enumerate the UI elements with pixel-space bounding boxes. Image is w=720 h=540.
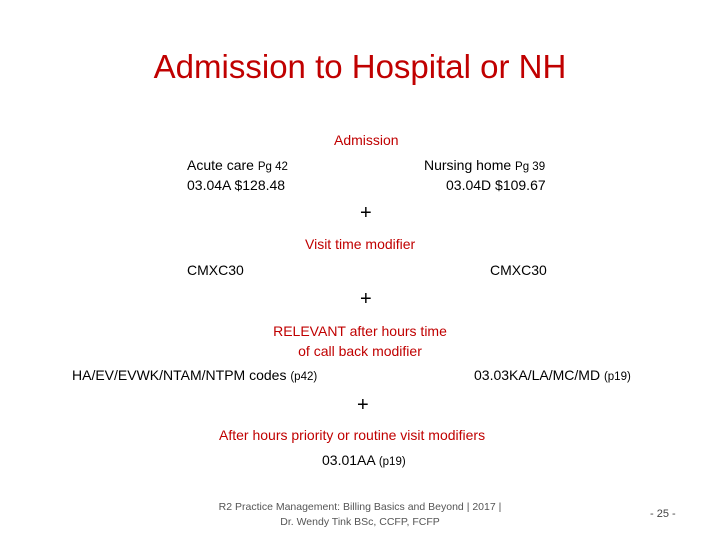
footer-line2: Dr. Wendy Tink BSc, CCFP, FCFP (280, 516, 440, 528)
acute-care-heading (187, 157, 288, 173)
footer-line1: R2 Practice Management: Billing Basics and Beyond | 2017 | (218, 501, 502, 513)
acute-care-label: Acute care (187, 157, 254, 173)
nursing-home-heading (424, 157, 545, 173)
after-hours-codes-right-page: (p19) (603, 371, 631, 383)
priority-code-text: 03.01AA (322, 452, 375, 468)
relevant-label-line1: RELEVANT after hours time (273, 323, 447, 339)
footer (190, 500, 530, 530)
after-hours-codes-left (72, 367, 317, 383)
visit-time-modifier-label: Visit time modifier (305, 236, 416, 252)
nursing-home-code: 03.04D $109.67 (446, 177, 546, 193)
after-hours-codes-right-text: 03.03KA/LA/MC/MD (474, 367, 601, 383)
plus-symbol-1: + (360, 202, 372, 224)
nursing-home-label: Nursing home (424, 157, 512, 173)
priority-code-page: (p19) (378, 456, 406, 468)
relevant-modifier-label (250, 321, 470, 361)
slide-title: Admission to Hospital or NH (153, 48, 567, 85)
cmxc-left: CMXC30 (187, 262, 244, 278)
page-number: - 25 - (650, 508, 676, 520)
plus-symbol-3: + (357, 394, 369, 416)
relevant-label-line2: of call back modifier (298, 343, 422, 359)
after-hours-codes-right (474, 367, 631, 383)
priority-modifiers-label: After hours priority or routine visit modifiers (219, 427, 486, 443)
acute-care-page: Pg 42 (257, 161, 288, 173)
priority-code (322, 452, 406, 468)
admission-label: Admission (334, 132, 399, 148)
acute-care-code: 03.04A $128.48 (187, 177, 286, 193)
nursing-home-page: Pg 39 (515, 161, 546, 173)
cmxc-right: CMXC30 (490, 262, 547, 278)
after-hours-codes-left-page: (p42) (290, 371, 318, 383)
after-hours-codes-left-text: HA/EV/EVWK/NTAM/NTPM codes (72, 367, 287, 383)
plus-symbol-2: + (360, 288, 372, 310)
